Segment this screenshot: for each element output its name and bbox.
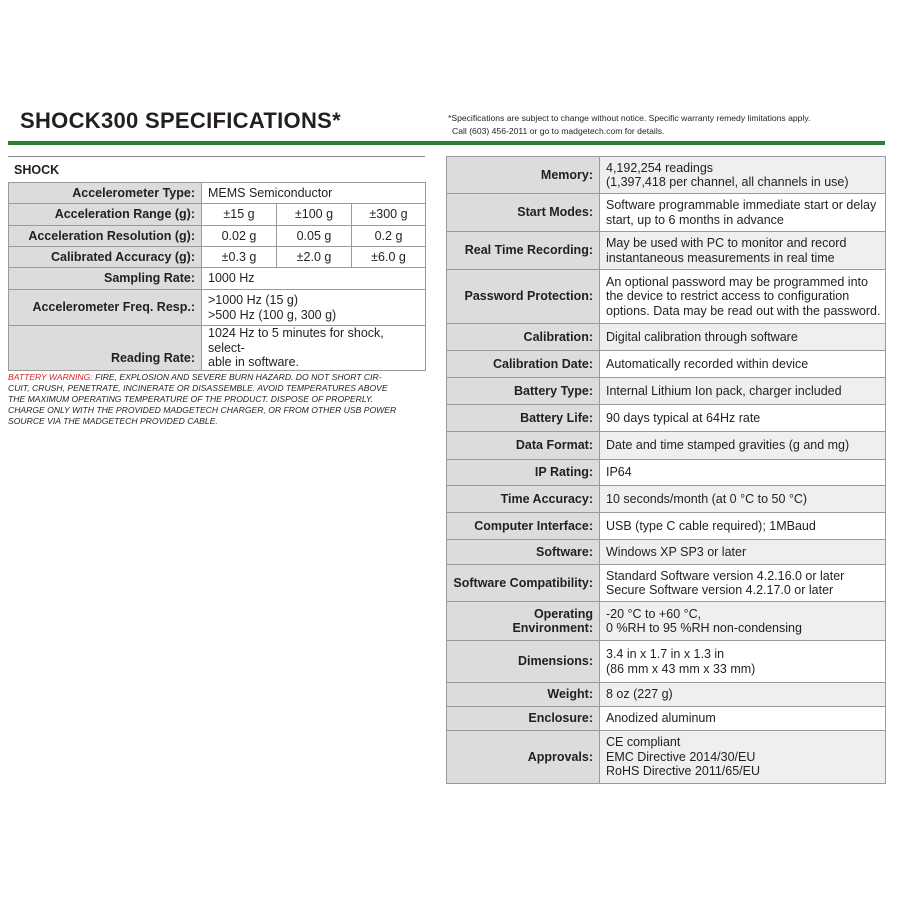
spec-value: MEMS Semiconductor — [202, 183, 426, 204]
spec-value: 0.02 g — [202, 226, 277, 247]
spec-label: Calibration: — [447, 324, 600, 351]
table-row — [447, 351, 886, 378]
spec-label: Acceleration Range (g): — [9, 204, 202, 226]
shock-spec-table — [8, 182, 426, 371]
value-line: Standard Software version 4.2.16.0 or later — [606, 568, 845, 583]
table-row — [9, 204, 426, 226]
spec-label: Memory: — [447, 157, 600, 194]
spec-label: Dimensions: — [447, 641, 600, 683]
table-row — [447, 565, 886, 602]
spec-value: Windows XP SP3 or later — [600, 540, 886, 565]
table-row — [447, 602, 886, 641]
table-row — [447, 641, 886, 683]
spec-label: Time Accuracy: — [447, 486, 600, 513]
value-line: RoHS Directive 2011/65/EU — [606, 764, 761, 779]
spec-value — [202, 326, 426, 371]
value-line: CE compliant — [606, 735, 681, 750]
spec-value: 90 days typical at 64Hz rate — [600, 405, 886, 432]
table-row — [9, 226, 426, 247]
value-line: (86 mm x 43 mm x 33 mm) — [606, 661, 756, 676]
warning-line: CHARGE ONLY WITH THE PROVIDED MADGETECH CHARGER, OR FROM OTHER USB POWER — [8, 405, 397, 415]
table-row — [447, 157, 886, 194]
spec-label: Reading Rate: — [9, 326, 202, 371]
spec-value — [600, 731, 886, 784]
spec-value — [600, 232, 886, 270]
page-title: SHOCK300 SPECIFICATIONS* — [20, 108, 341, 133]
table-row — [447, 731, 886, 784]
value-line: start, up to 6 months in advance — [606, 212, 784, 227]
value-line: 1024 Hz to 5 minutes for shock, select- — [208, 326, 384, 355]
disclaimer-line-1: *Specifications are subject to change without notice. Specific warranty remedy limitations apply. — [448, 113, 811, 123]
value-line: >1000 Hz (15 g) — [208, 293, 298, 307]
value-line: the device to restrict access to configuration — [606, 289, 850, 304]
value-line: May be used with PC to monitor and record — [606, 236, 847, 250]
spec-label: Operating Environment: — [447, 602, 600, 641]
value-line: able in software. — [208, 355, 300, 369]
spec-value: ±2.0 g — [277, 247, 352, 268]
spec-value: 10 seconds/month (at 0 °C to 50 °C) — [600, 486, 886, 513]
value-line: Software programmable immediate start or delay — [606, 198, 877, 212]
spec-value: Internal Lithium Ion pack, charger included — [600, 378, 886, 405]
warning-text: FIRE, EXPLOSION AND SEVERE BURN HAZARD. DO NOT SHORT CIR- — [92, 372, 382, 382]
spec-label: Battery Type: — [447, 378, 600, 405]
table-row — [447, 486, 886, 513]
spec-label: Accelerometer Type: — [9, 183, 202, 204]
spec-label: Real Time Recording: — [447, 232, 600, 270]
spec-value — [600, 641, 886, 683]
table-row — [447, 405, 886, 432]
table-row — [447, 270, 886, 324]
table-row — [447, 460, 886, 486]
spec-label: Start Modes: — [447, 194, 600, 232]
table-row — [447, 540, 886, 565]
value-line: EMC Directive 2014/30/EU — [606, 749, 756, 764]
spec-value: ±0.3 g — [202, 247, 277, 268]
warning-line: SOURCE VIA THE MADGETECH PROVIDED CABLE. — [8, 416, 218, 426]
spec-value: ±100 g — [277, 204, 352, 226]
spec-label: Sampling Rate: — [9, 268, 202, 290]
spec-value — [600, 157, 886, 194]
table-row — [9, 247, 426, 268]
spec-label: Password Protection: — [447, 270, 600, 324]
spec-value: 0.05 g — [277, 226, 352, 247]
spec-value: Automatically recorded within device — [600, 351, 886, 378]
value-line: >500 Hz (100 g, 300 g) — [208, 307, 337, 322]
spec-label: Enclosure: — [447, 707, 600, 731]
general-spec-table — [446, 156, 886, 784]
warning-line: THE MAXIMUM OPERATING TEMPERATURE OF THE PRODUCT. DISPOSE OF PROPERLY. — [8, 394, 374, 404]
spec-label: Computer Interface: — [447, 513, 600, 540]
warning-line: CUIT, CRUSH, PENETRATE, INCINERATE OR DISASSEMBLE. AVOID TEMPERATURES ABOVE — [8, 383, 388, 393]
table-row — [447, 194, 886, 232]
value-line: 3.4 in x 1.7 in x 1.3 in — [606, 647, 725, 661]
table-row — [447, 683, 886, 707]
spec-value: ±300 g — [352, 204, 426, 226]
value-line: -20 °C to +60 °C, — [606, 606, 702, 621]
spec-label: Software Compatibility: — [447, 565, 600, 602]
spec-value: ±6.0 g — [352, 247, 426, 268]
table-row — [9, 290, 426, 326]
spec-label: Weight: — [447, 683, 600, 707]
spec-value — [600, 565, 886, 602]
spec-label: Calibrated Accuracy (g): — [9, 247, 202, 268]
table-row — [9, 268, 426, 290]
table-row — [447, 513, 886, 540]
value-line: 0 %RH to 95 %RH non-condensing — [606, 621, 802, 635]
disclaimer-line-2: Call (603) 456-2011 or go to madgetech.com for details. — [452, 126, 665, 136]
spec-value — [202, 290, 426, 326]
spec-value: 0.2 g — [352, 226, 426, 247]
spec-value — [600, 194, 886, 232]
spec-label: Acceleration Resolution (g): — [9, 226, 202, 247]
value-line: instantaneous measurements in real time — [606, 250, 835, 265]
spec-value: 1000 Hz — [202, 268, 426, 290]
spec-value: Anodized aluminum — [600, 707, 886, 731]
spec-disclaimer — [448, 112, 810, 138]
spec-label: Battery Life: — [447, 405, 600, 432]
table-row — [447, 378, 886, 405]
warning-line — [8, 372, 428, 383]
spec-value: ±15 g — [202, 204, 277, 226]
spec-value — [600, 270, 886, 324]
spec-value: IP64 — [600, 460, 886, 486]
spec-value: Digital calibration through software — [600, 324, 886, 351]
table-row — [447, 432, 886, 460]
table-row — [9, 326, 426, 371]
spec-value: 8 oz (227 g) — [600, 683, 886, 707]
spec-label: Accelerometer Freq. Resp.: — [9, 290, 202, 326]
warning-prefix: BATTERY WARNING: — [8, 372, 93, 382]
table-row — [447, 707, 886, 731]
value-line: An optional password may be programmed into — [606, 274, 868, 289]
table-row — [447, 232, 886, 270]
spec-value — [600, 602, 886, 641]
header-divider — [8, 141, 885, 145]
spec-value: USB (type C cable required); 1MBaud — [600, 513, 886, 540]
table-row — [9, 183, 426, 204]
value-line: options. Data may be read out with the password. — [606, 303, 881, 318]
spec-label: IP Rating: — [447, 460, 600, 486]
value-line: (1,397,418 per channel, all channels in use) — [606, 175, 849, 189]
spec-label: Approvals: — [447, 731, 600, 784]
spec-label: Calibration Date: — [447, 351, 600, 378]
table-row — [447, 324, 886, 351]
value-line: 4,192,254 readings — [606, 160, 714, 175]
spec-label: Software: — [447, 540, 600, 565]
spec-value: Date and time stamped gravities (g and mg) — [600, 432, 886, 460]
value-line: Secure Software version 4.2.17.0 or later — [606, 583, 834, 597]
battery-warning — [8, 372, 428, 427]
spec-label: Data Format: — [447, 432, 600, 460]
shock-section-heading: SHOCK — [8, 156, 425, 182]
